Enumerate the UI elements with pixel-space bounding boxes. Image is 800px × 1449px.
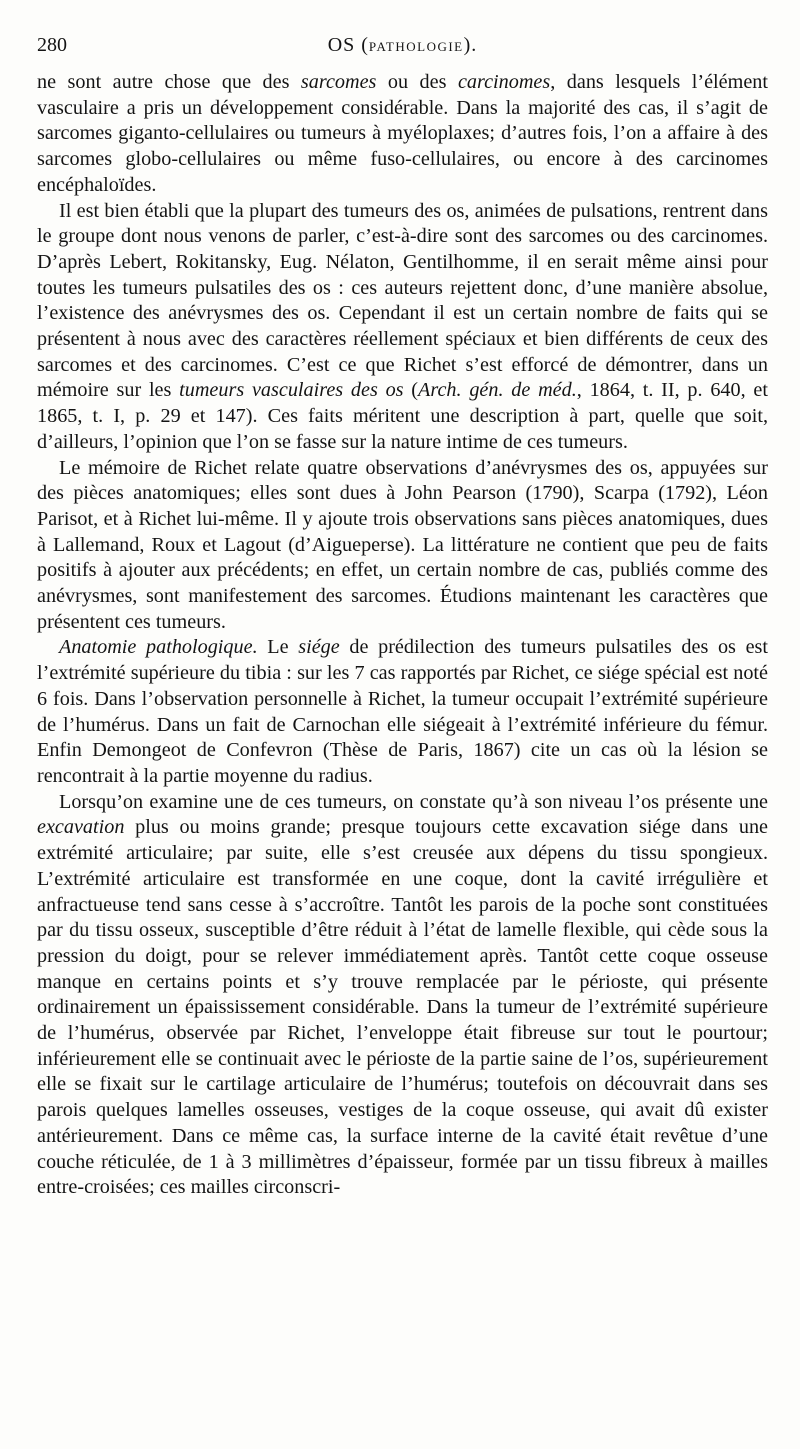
text-run: , dans lesquels l’élément vasculaire a pris un développement considérable. Dans la majorité des cas, il s’agit de sarcomes giganto-cellulaires ou tumeurs à myéloplaxes; d’autres fois, l’on a affaire à des sarcomes globo-cellulaires ou même fuso-cellulaires, ou encore à des carcinomes encéphaloïdes. (37, 71, 768, 196)
paragraph (37, 790, 768, 1201)
paragraph (37, 70, 768, 199)
paragraph (37, 456, 768, 636)
running-title-main: OS ( (327, 34, 369, 56)
text-run: ( (403, 379, 419, 402)
italic-text: sarcomes (300, 71, 377, 93)
page-header (37, 30, 768, 70)
paragraph (37, 199, 768, 456)
text-run: de prédilection des tumeurs pulsatiles des os est l’extrémité supérieure du tibia : sur les 7 cas rapportés par Richet, ce siége spécial est noté 6 fois. Dans l’observation personnelle à Richet, la tumeur occupait l’extrémité supérieure de l’humérus. Dans un fait de Carnochan elle siégeait à l’extrémité inférieure du fémur. Enfin Demongeot de Confevron (Thèse de Paris, 1867) cite un cas où la lésion se rencontrait à la partie moyenne du radius. (37, 636, 768, 787)
italic-text: siége (298, 636, 340, 659)
body-text (37, 70, 768, 1201)
italic-text: tumeurs vasculaires des os (179, 379, 404, 402)
running-title (37, 34, 768, 57)
italic-text: Arch. gén. de méd. (418, 379, 577, 402)
paragraph (37, 635, 768, 789)
running-title-small-caps: PATHOLOGIE (368, 39, 464, 54)
text-run: ou des (376, 71, 458, 93)
text-run: , 1864, t. II, p. 640, et 1865, t. I, p. 29 et 147). Ces faits méritent une description à part, quelle que soit, d’ailleurs, l’opinion que l’on se fasse sur la nature intime de ces tumeurs. (37, 379, 768, 453)
italic-text: carcinomes (457, 71, 551, 93)
page-number: 280 (37, 34, 67, 56)
text-run: Le mémoire de Richet relate quatre observations d’anévrysmes des os, appuyées sur des pièces anatomiques; elles sont dues à John Pearson (1790), Scarpa (1792), Léon Parisot, et à Richet lui-même. Il y ajoute trois observations sans pièces anatomiques, dues à Lallemand, Roux et Lagout (d’Aigueperse). La littérature ne contient que peu de faits positifs à ajouter aux précédents; en effet, un certain nombre de cas, publiés comme des anévrysmes, sont manifestement des sarcomes. Étudions maintenant les caractères que présentent ces tumeurs. (37, 456, 768, 633)
text-run: Le (257, 636, 299, 659)
text-run: ne sont autre chose que des (37, 71, 301, 93)
text-run: plus ou moins grande; presque toujours cette excavation siége dans une extrémité articulaire; par suite, elle s’est creusée aux dépens du tissu spongieux. L’extrémité articulaire est transformée en une coque, dont la cavité irrégulière et anfractueuse tend sans cesse à s’accroître. Tantôt les parois de la poche sont constituées par du tissu osseux, susceptible d’être réduit à l’état de lamelle flexible, qui cède sous la pression du doigt, pour se relever immédiatement après. Tantôt cette coque osseuse manque en certains points et s’y trouve remplacée par le périoste, qui présente ordinairement un épaississement considérable. Dans la tumeur de l’extrémité supérieure de l’humérus, observée par Richet, l’enveloppe était fibreuse sur tout le pourtour; inférieurement elle se continuait avec le périoste de la partie saine de l’os, supérieurement elle se fixait sur le cartilage articulaire de l’humérus; toutefois on découvrait dans ses parois quelques lamelles osseuses, vestiges de la coque osseuse, qui avait dû exister antérieurement. Dans ce même cas, la surface interne de la cavité était revêtue d’une couche réticulée, de 1 à 3 millimètres d’épaisseur, formée par un tissu fibreux à mailles entre-croisées; ces mailles circonscri- (37, 816, 768, 1199)
italic-text: Anatomie pathologique. (59, 636, 258, 659)
text-run: Lorsqu’on examine une de ces tumeurs, on constate qu’à son niveau l’os présente une (59, 790, 768, 813)
running-title-end: ). (463, 34, 478, 56)
italic-text: excavation (37, 816, 125, 839)
text-run: Il est bien établi que la plupart des tumeurs des os, animées de pulsations, rentrent dans le groupe dont nous venons de parler, c’est-à-dire sont des sarcomes ou des carcinomes. D’après Lebert, Rokitansky, Eug. Nélaton, Gentilhomme, il en serait même ainsi pour toutes les tumeurs pulsatiles des os : ces auteurs rejettent donc, d’une manière absolue, l’existence des anévrysmes des os. Cependant il est un certain nombre de faits qui se présentent à nous avec des caractères réellement spéciaux et bien différents de ceux des sarcomes et des carcinomes. C’est ce que Richet s’est efforcé de démontrer, dans un mémoire sur les (37, 199, 768, 402)
